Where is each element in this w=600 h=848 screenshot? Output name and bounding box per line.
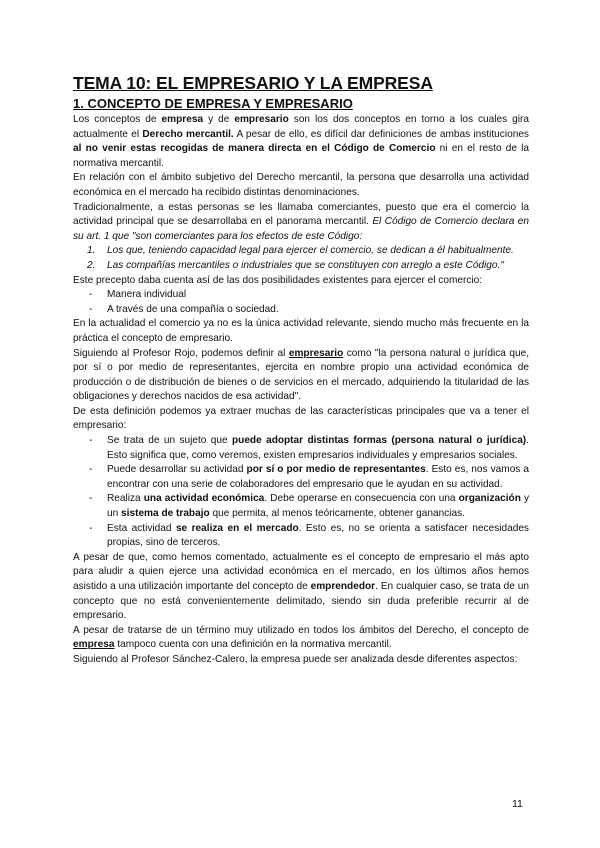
page-number: 11 — [512, 798, 523, 810]
paragraph: Este precepto daba cuenta así de las dos posibilidades existentes para ejercer el comercio: — [73, 274, 483, 286]
paragraph: Siguiendo al Profesor Sánchez-Calero, la empresa puede ser analizada desde diferentes aspectos: — [73, 653, 518, 665]
quoted-article-list — [73, 244, 529, 273]
list-item: 2. Las compañías mercantiles o industriales que se constituyen con arreglo a este Código." — [87, 259, 504, 271]
list-item: - Puede desarrollar su actividad por sí o por medio de representantes. Esto es, nos vamos a encontrar con una serie de colaboradores del empresario que le ayudan en su actividad. — [89, 464, 530, 490]
paragraph: De esta definición podemos ya extraer muchas de las características principales que va a tener el empresario: — [73, 405, 529, 432]
paragraph: Los conceptos de empresa y de empresario son los dos conceptos en torno a los cuales gira actualmente el Derecho mercantil. A pesar de ello, es difícil dar definiciones de ambas instituciones al no venir estas recogidas de manera directa en el Código de Comercio ni en el resto de la normativa mercantil. — [73, 114, 530, 169]
page-title: TEMA 10: EL EMPRESARIO Y LA EMPRESA — [73, 73, 433, 93]
paragraph: A pesar de que, como hemos comentado, actualmente es el concepto de empresario el más apto para aludir a quien ejerce una actividad económica en el mercado, en los últimos años hemos asistido a una utilización importante del concepto de emprendedor. En cualquier caso, se trata de un concepto que no está convenientemente delimitado, siendo sin duda preferible recurrir al de empresario. — [73, 551, 529, 622]
traits-list — [73, 434, 529, 551]
list-item: - Esta actividad se realiza en el mercado. Esto es, no se orienta a satisfacer necesidades propias, sino de terceros. — [89, 522, 529, 549]
paragraph: En la actualidad el comercio ya no es la única actividad relevante, siendo mucho más frecuente en la práctica el concepto de empresario. — [73, 318, 529, 344]
page-content — [73, 72, 529, 668]
list-item: - Realiza una actividad económica. Debe operarse en consecuencia con una organización y un sistema de trabajo que permita, al menos teóricamente, obtener ganancias. — [89, 493, 530, 520]
list-item: - Manera individual — [89, 289, 187, 301]
paragraph: A pesar de tratarse de un término muy utilizado en todos los ámbitos del Derecho, el concepto de empresa tampoco cuenta con una definición en la normativa mercantil. — [73, 624, 529, 651]
paragraph: Tradicionalmente, a estas personas se les llamaba comerciantes, puesto que era el comercio la actividad principal que se desarrollaba en el panorama mercantil. El Código de Comercio declara en su art. 1 que "son comerciantes para los efectos de este Código: — [73, 201, 529, 242]
list-item: - Se trata de un sujeto que puede adoptar distintas formas (persona natural o jurídica). Esto significa que, como veremos, existen empresarios individuales y empresarios sociales. — [89, 435, 529, 461]
paragraph: En relación con el ámbito subjetivo del Derecho mercantil, la persona que desarrolla una actividad económica en el mercado ha recibido distintas denominaciones. — [73, 172, 529, 198]
list-item: 1. Los que, teniendo capacidad legal para ejercer el comercio, se dedican a él habitualmente. — [87, 245, 514, 257]
paragraph: Siguiendo al Profesor Rojo, podemos definir al empresario como "la persona natural o jurídica que, por sí o por medio de representantes, ejercita en nombre propio una actividad económica de producción o de distribución de bienes o de servicios en el mercado, adquiriendo la titularidad de las obligaciones y derechos nacidos de esa actividad". — [73, 347, 529, 403]
forms-list — [73, 288, 529, 317]
section-heading: 1. CONCEPTO DE EMPRESA Y EMPRESARIO — [73, 96, 353, 111]
list-item: - A través de una compañía o sociedad. — [89, 303, 279, 315]
